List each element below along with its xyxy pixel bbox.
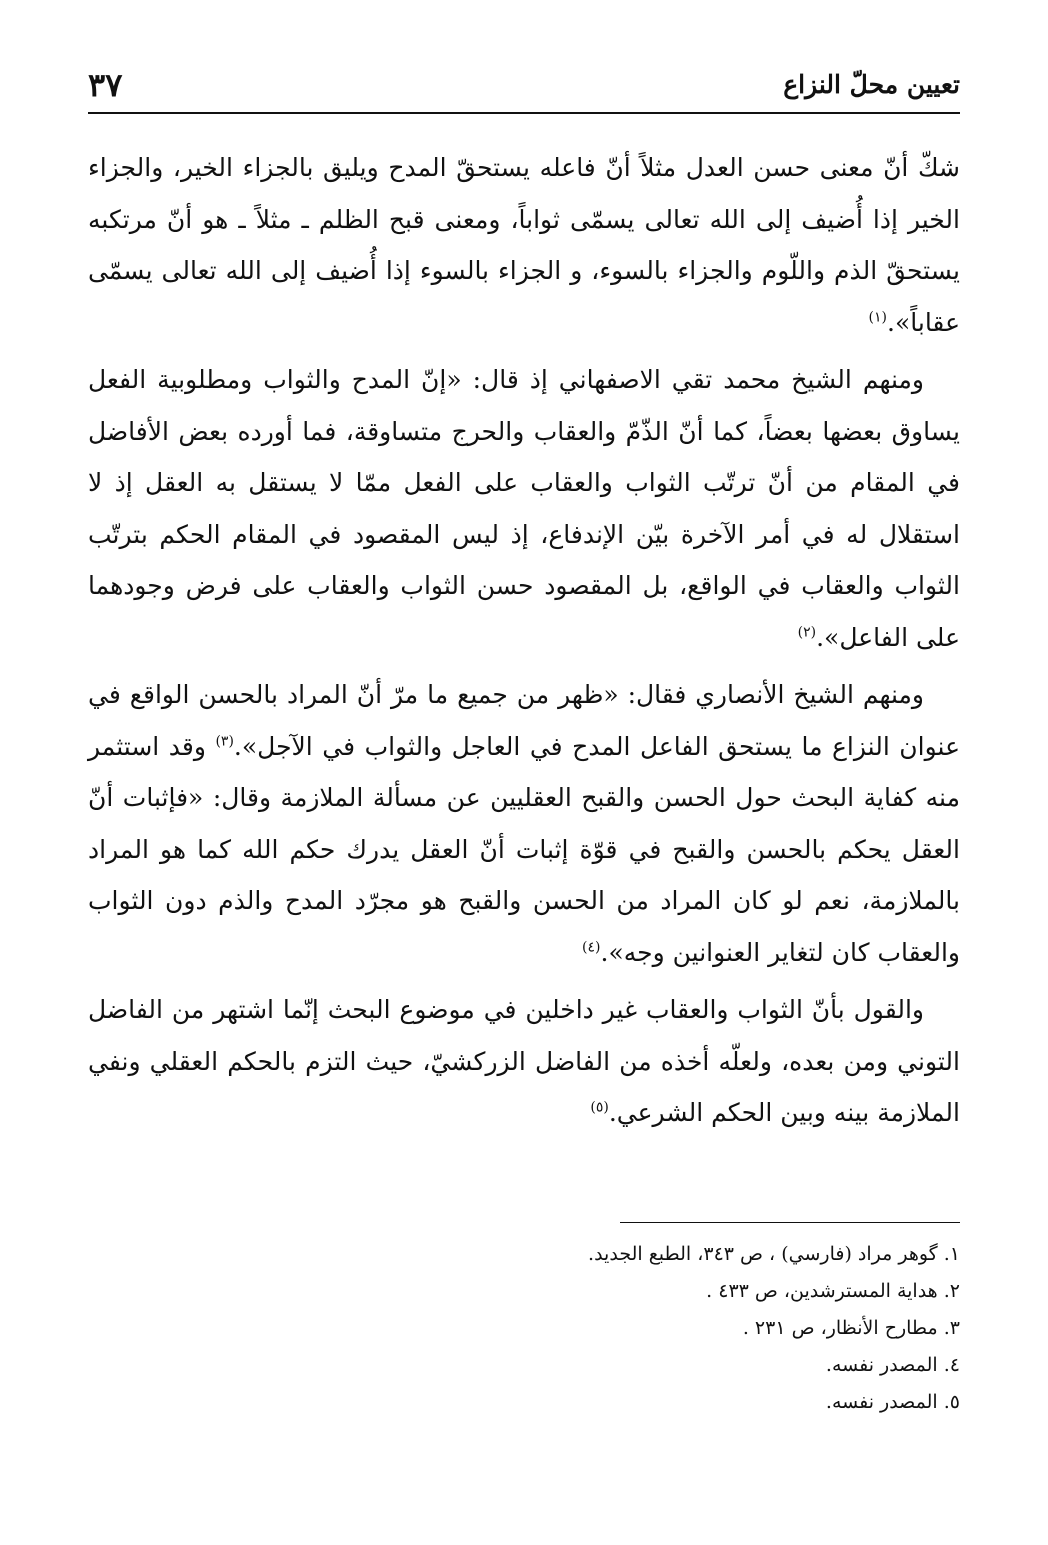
paragraph-2 — [88, 354, 960, 663]
footnote-ref: (٢) — [797, 624, 817, 641]
paragraph-3 — [88, 669, 960, 978]
paragraph-4 — [88, 984, 960, 1139]
paragraph-text: ومنهم الشيخ محمد تقي الاصفهاني إذ قال: «إنّ المدح والثواب ومطلوبية الفعل يساوق بعضها بعضاً، كما أنّ الذّمّ والعقاب والحرج متساوقة، فما أورده بعض الأفاضل في المقام من أنّ ترتّب الثواب والعقاب على الفعل ممّا لا يستقل به العقل إذ لا استقلال له في أمر الآخرة بيّن الإندفاع، إذ ليس المقصود في المقام الحكم بترتّب الثواب والعقاب في الواقع، بل المقصود حسن الثواب والعقاب على فرض وجودهما على الفاعل». — [88, 365, 960, 652]
paragraph-text: ومنهم الشيخ الأنصاري فقال: «ظهر من جميع ما مرّ أنّ المراد بالحسن الواقع في عنوان النزاع ما يستحق الفاعل المدح في العاجل والثواب في الآجل». — [88, 680, 960, 761]
footnote-item: ١. گوهر مراد (فارسي) ، ص ٣٤٣، الطبع الجديد. — [588, 1243, 960, 1265]
footnote-ref: (٥) — [590, 1099, 609, 1116]
paragraph-1 — [88, 142, 960, 348]
paragraph-text: شكّ أنّ معنى حسن العدل مثلاً أنّ فاعله يستحقّ المدح ويليق بالجزاء الخير، والجزاء الخير إذا أُضيف إلى الله تعالى يسمّى ثواباً، ومعنى قبح الظلم ـ مثلاً ـ هو أنّ مرتكبه يستحقّ الذم واللّوم والجزاء بالسوء، و الجزاء بالسوء إذا أُضيف إلى الله تعالى يسمّى عقاباً». — [88, 153, 960, 337]
footnote-item: ٢. هداية المسترشدين، ص ٤٣٣ . — [706, 1280, 960, 1302]
running-header — [88, 66, 960, 114]
paragraph-text: والقول بأنّ الثواب والعقاب غير داخلين في موضوع البحث إنّما اشتهر من الفاضل التوني ومن بعده، ولعلّه أخذه من الفاضل الزركشيّ، حيث التزم بالحكم العقلي ونفي الملازمة بينه وبين الحكم الشرعي. — [88, 995, 960, 1127]
main-text — [88, 142, 960, 1145]
paragraph-text-continued: وقد استثمر منه كفاية البحث حول الحسن والقبح العقليين عن مسألة الملازمة وقال: «فإثبات أنّ العقل يحكم بالحسن والقبح في قوّة إثبات أنّ العقل يدرك حكم الله كما هو المراد بالملازمة، نعم لو كان المراد من الحسن والقبح هو مجرّد المدح والذم دون الثواب والعقاب كان لتغاير العنوانين وجه». — [88, 731, 960, 967]
footnotes — [300, 1236, 960, 1421]
footnote-ref: (١) — [868, 309, 887, 326]
footnote-item: ٤. المصدر نفسه. — [825, 1354, 960, 1376]
footnote-ref: (٤) — [582, 939, 601, 956]
chapter-title: تعيين محلّ النزاع — [783, 70, 960, 99]
footnote-item: ٣. مطارح الأنظار، ص ٢٣١ . — [742, 1317, 960, 1339]
footnote-divider — [620, 1222, 960, 1223]
footnote-ref: (٣) — [215, 733, 234, 750]
footnote-item: ٥. المصدر نفسه. — [825, 1391, 960, 1413]
page-number: ٣٧ — [88, 66, 123, 104]
